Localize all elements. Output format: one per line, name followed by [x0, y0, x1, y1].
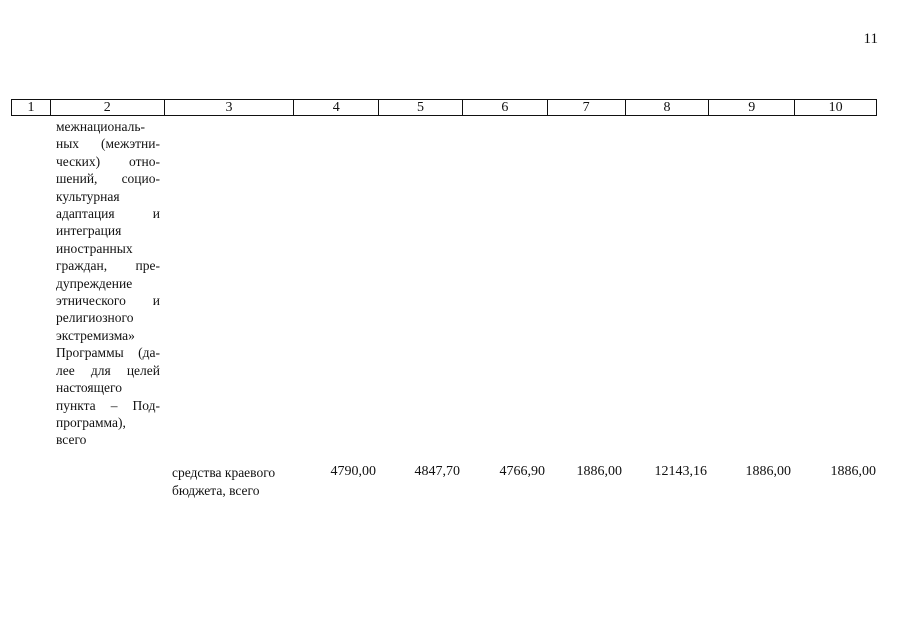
subprogram-name-line: ческих) отно- — [56, 153, 160, 169]
subprogram-name-line: иностранных — [56, 240, 133, 256]
value-col-6: 4766,90 — [499, 464, 545, 479]
funding-source-cell — [172, 464, 302, 500]
subprogram-name-line: программа), — [56, 414, 126, 430]
value-col-4: 4790,00 — [330, 464, 376, 479]
subprogram-name-line: экстремизма» — [56, 327, 135, 343]
value-col-7: 1886,00 — [576, 464, 622, 479]
subprogram-name-line: этнического и — [56, 293, 160, 309]
subprogram-name-line: всего — [56, 432, 87, 448]
header-col-5: 5 — [379, 100, 463, 115]
subprogram-name-line: Программы (да- — [56, 345, 160, 361]
funding-source-line: средства краевого — [172, 465, 276, 480]
subprogram-name-line: ных (межэтни- — [56, 136, 160, 152]
table-header-row — [11, 99, 877, 116]
header-col-7: 7 — [548, 100, 626, 115]
header-col-10: 10 — [828, 100, 843, 115]
header-col-9: 9 — [709, 100, 795, 115]
header-col-3: 3 — [165, 100, 295, 115]
funding-source-line: бюджета, всего — [172, 483, 260, 498]
subprogram-name-line: дупреждение — [56, 275, 133, 291]
subprogram-name-line: лее для целей — [56, 362, 160, 378]
header-col-4: 4 — [294, 100, 379, 115]
subprogram-name-line: пункта – Под- — [56, 397, 160, 413]
header-col-2: 2 — [51, 100, 165, 115]
subprogram-name-line: межнациональ- — [56, 119, 146, 134]
subprogram-name-line: адаптация и — [56, 206, 160, 222]
page-number: 11 — [863, 31, 878, 47]
subprogram-name-line: религиозного — [56, 310, 134, 326]
value-col-5: 4847,70 — [414, 464, 460, 479]
header-col-6: 6 — [463, 100, 548, 115]
header-col-1: 1 — [12, 100, 51, 115]
subprogram-name-line: граждан, пре- — [56, 258, 160, 274]
subprogram-name-cell — [56, 118, 160, 449]
subprogram-name-line: шений, социо- — [56, 171, 160, 187]
header-col-8: 8 — [626, 100, 710, 115]
value-col-10: 1886,00 — [830, 464, 876, 479]
value-col-8: 12143,16 — [654, 464, 707, 479]
subprogram-name-line: культурная — [56, 188, 120, 204]
subprogram-name-line: настоящего — [56, 380, 122, 396]
value-col-9: 1886,00 — [745, 464, 791, 479]
subprogram-name-line: интеграция — [56, 223, 122, 239]
